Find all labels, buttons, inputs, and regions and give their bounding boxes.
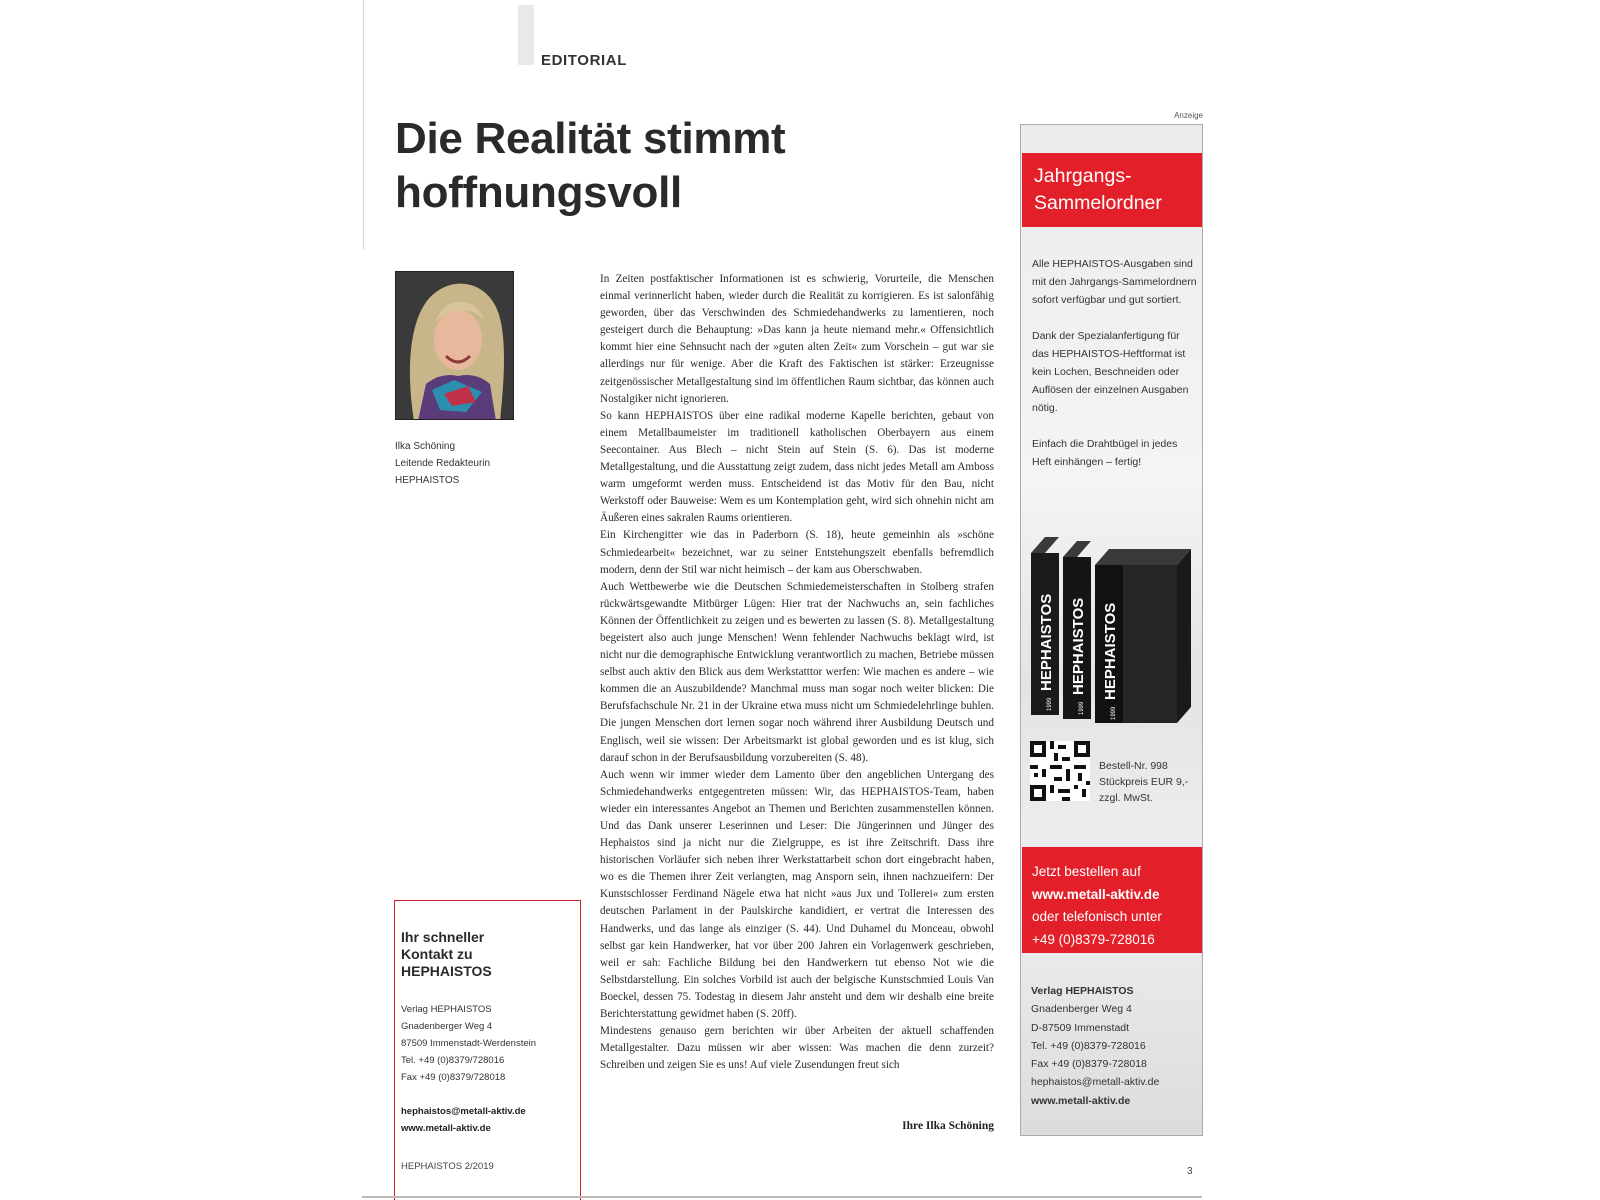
contact-address <box>401 1001 536 1086</box>
ad-publisher-name: Verlag HEPHAISTOS <box>1031 985 1134 997</box>
ad-description <box>1032 255 1197 489</box>
unit-price: Stückpreis EUR 9,- <box>1099 776 1189 788</box>
page-edge-line <box>363 0 364 250</box>
binder-2-year: 1999 <box>1079 701 1085 715</box>
contact-online <box>401 1103 526 1137</box>
contact-fax: Fax +49 (0)8379/728018 <box>401 1072 506 1083</box>
ad-publisher-info <box>1031 982 1159 1110</box>
binder-1 <box>1031 537 1059 715</box>
qr-code[interactable] <box>1030 741 1090 806</box>
body-paragraph-5: Auch wenn wir immer wieder dem Lamento über den angeblichen Untergang des Schmiedehandwerks entgegentreten müssen: Wir, das HEPHAISTOS-Team, haben wieder ein interessantes Angebot an Themen und Berichten zusammenstellen können. Und das Dank unserer Leserinnen und Leser: Die Jüngerinnen und Jünger des Hephaistos sind ja nicht nur die Zielgruppe, es ist ihre Zeitschrift. Dass ihre historischen Vorläufer sich neben ihrer Werkstattarbeit schon dort eingebracht haben, wo es die Themen ihrer Zeit verlangten, mag Ansporn sein, ihnen nachzueifern: Der Kunstschlosser Ferdinand Nägele etwa hat nicht »aus Jux und Tollerei« zum ersten deutschen Parlament in der Paulskirche kandidiert, er vertrat die Interessen des Handwerks, und das lange als einziger (S. 44). Und Duhamel du Monceau, obwohl selbst gar kein Handwerker, hat vor über 200 Jahren ein Vorlagenwerk geschrieben, weil er sah: Fachliche Bildung bei den Handwerkern tut ebenso Not wie die Selbstdarstellung. Ein solches Vorbild ist auch der belgische Kunstschmied Louis Van Boeckel, dessen 75. Todestag in diesem Jahr ansteht und dem wir deshalb eine breite Berichterstattung gewidmet haben (S. 20ff). <box>600 768 994 1021</box>
body-paragraph-3: Ein Kirchengitter wie das in Paderborn (S. 18), heute gemeinhin als »schöne Schmiedearbeit« bezeichnet, war zu seiner Entstehungszeit ebenfalls befremdlich modern, denn der Stil war nicht heimisch – der kam aus Oberschwaben. <box>600 529 994 576</box>
body-paragraph-4: Auch Wettbewerbe wie die Deutschen Schmiedemeisterschaften in Stolberg strafen rückwärtsgewandte Mitbürger Lügen: Hier trat der Nachwuchs an, sein fachliches Können der Öffentlichkeit zu zeigen und es bewerten zu lassen (S. 8). Metallgestaltung begeistert also auch junge Menschen! Wenn fehlender Nachwuchs beklagt wird, ist nicht nur die demographische Entwicklung verantwortlich zu machen, Betriebe müssen selbst auch aktiv den Blick aus dem Werkstatttor werfen: Wie machen es andere – wie kommen die an Auszubildende? Manchmal muss man sogar noch weiter blicken: Die Berufsfachschule Nr. 21 in der Ukraine etwa muss nicht um Schmiedelehrlinge buhlen. Die jungen Menschen dort lernen sogar noch während ihrer Ausbildung Deutsch und Englisch, weil sie wissen: Der Arbeitsmarkt ist global geworden und es ist klug, sich darauf schon in der Berufsausbildung vorzubereiten (S. 48). <box>600 580 994 764</box>
ad-tag: Anzeige <box>1174 111 1203 120</box>
author-caption <box>395 438 490 489</box>
binder-3-year: 1999 <box>1111 706 1117 720</box>
ad-paragraph-3: Einfach die Drahtbügel in jedes Heft einhängen – fertig! <box>1032 438 1178 468</box>
issue-label: HEPHAISTOS 2/2019 <box>401 1161 494 1172</box>
ad-publisher-phone: Tel. +49 (0)8379-728016 <box>1031 1039 1146 1052</box>
contact-title <box>401 929 492 980</box>
ad-paragraph-1: Alle HEPHAISTOS-Ausgaben sind mit den Jahrgangs-Sammelordnern sofort verfügbar und gut sortiert. <box>1032 258 1197 306</box>
section-marker-bar <box>518 5 534 65</box>
cta-line-3: oder telefonisch unter <box>1032 909 1162 924</box>
binder-2 <box>1063 541 1091 719</box>
cta-web-link[interactable]: www.metall-aktiv.de <box>1032 886 1160 902</box>
ad-publisher-fax: Fax +49 (0)8379-728018 <box>1031 1058 1147 1071</box>
ad-publisher-city: D-87509 Immenstadt <box>1031 1021 1130 1034</box>
contact-street: Gnadenberger Weg 4 <box>401 1021 493 1032</box>
contact-web-link[interactable]: www.metall-aktiv.de <box>401 1123 491 1134</box>
ad-headline-line-2: Sammelordner <box>1034 192 1162 214</box>
contact-title-line-1: Ihr schneller <box>401 929 485 945</box>
body-paragraph-1: In Zeiten postfaktischer Informationen ist es schwierig, Vorurteile, die Menschen einmal verinnerlicht haben, wieder durch die Realität zu korrigieren. Es ist salonfähig geworden, über das Verschwinden des Schmiedehandwerks zu lamentieren, noch gesteigert durch die Behauptung: »Das kann ja heute niemand mehr.« Offensichtlich kommt hier eine Sehnsucht nach der »guten alten Zeit« zum Vorschein – gut war sie allerdings nur für wenige. Aber die Kraft des Faktischen ist stärker: Erzeugnisse zeitgenössischer Metallgestaltung sind im öffentlichen Raum sichtbar, das können auch Nostalgiker nicht ignorieren. <box>600 273 994 405</box>
headline-line-2: hoffnungsvoll <box>395 168 682 217</box>
ad-publisher-email[interactable]: hephaistos@metall-aktiv.de <box>1031 1076 1160 1089</box>
cta-line-1: Jetzt bestellen auf <box>1032 864 1141 879</box>
contact-title-line-2: Kontakt zu <box>401 946 473 962</box>
binder-3-label: HEPHAISTOS <box>1102 602 1119 700</box>
ad-publisher-street: Gnadenberger Weg 4 <box>1031 1003 1132 1016</box>
page-bottom-rule <box>362 1196 1202 1198</box>
headline-line-1: Die Realität stimmt <box>395 114 786 163</box>
vat-note: zzgl. MwSt. <box>1099 792 1153 804</box>
article-headline <box>395 112 785 220</box>
author-org: HEPHAISTOS <box>395 475 460 486</box>
contact-publisher: Verlag HEPHAISTOS <box>401 1004 492 1015</box>
ad-headline <box>1022 153 1202 227</box>
body-paragraph-6: Mindestens genauso gern berichten wir über Arbeiten der aktuell schaffenden Metallgestalter. Dazu müssen wir aber wissen: Was machen die denn zurzeit? Schreiben und zeigen Sie es uns! Auf viele Zusendungen freut sich <box>600 1025 994 1072</box>
ad-call-to-action <box>1022 847 1202 953</box>
section-label: EDITORIAL <box>541 52 627 69</box>
contact-box <box>394 900 581 1200</box>
advertisement <box>1020 124 1203 1136</box>
ad-publisher-web[interactable]: www.metall-aktiv.de <box>1031 1094 1131 1107</box>
body-paragraph-2: So kann HEPHAISTOS über eine radikal moderne Kapelle berichten, gebaut von einem Metallbaumeister im traditionell katholischen Oberbayern aus einem Seecontainer. Aus Blech – nicht Stein auf Stein (S. 6). Das ist moderne Metallgestaltung, und die Ausstattung zeigt zudem, dass nicht jedes Metall am Amboss warm umgeformt werden muss. Entscheidend ist das Motiv für den Bau, nicht Werkstoff oder Bauweise: Wem es um Kontemplation geht, wird sich ohnehin nicht am Äußeren eines sakralen Raums orientieren. <box>600 409 994 525</box>
binder-1-label: HEPHAISTOS <box>1038 593 1055 691</box>
contact-title-line-3: HEPHAISTOS <box>401 963 492 979</box>
cta-phone[interactable]: +49 (0)8379-728016 <box>1032 931 1155 947</box>
order-info <box>1099 758 1188 806</box>
binder-1-year: 1999 <box>1047 697 1053 711</box>
ad-paragraph-2: Dank der Spezialanfertigung für das HEPHAISTOS-Heftformat ist kein Lochen, Beschneiden oder Auflösen der einzelnen Ausgaben nötig. <box>1032 330 1189 414</box>
binder-2-label: HEPHAISTOS <box>1070 597 1087 695</box>
page-number: 3 <box>1187 1166 1193 1177</box>
order-number: Bestell-Nr. 998 <box>1099 760 1168 772</box>
binder-3 <box>1095 549 1191 723</box>
author-portrait <box>395 271 514 420</box>
ad-headline-line-1: Jahrgangs- <box>1034 165 1132 187</box>
contact-email-link[interactable]: hephaistos@metall-aktiv.de <box>401 1106 526 1117</box>
binder-image <box>1029 535 1199 740</box>
contact-phone: Tel. +49 (0)8379/728016 <box>401 1055 505 1066</box>
article-body <box>600 271 994 1074</box>
article-signature: Ihre Ilka Schöning <box>902 1120 994 1132</box>
author-role: Leitende Redakteurin <box>395 458 491 469</box>
author-name: Ilka Schöning <box>395 441 456 452</box>
contact-city: 87509 Immenstadt-Werdenstein <box>401 1038 537 1049</box>
